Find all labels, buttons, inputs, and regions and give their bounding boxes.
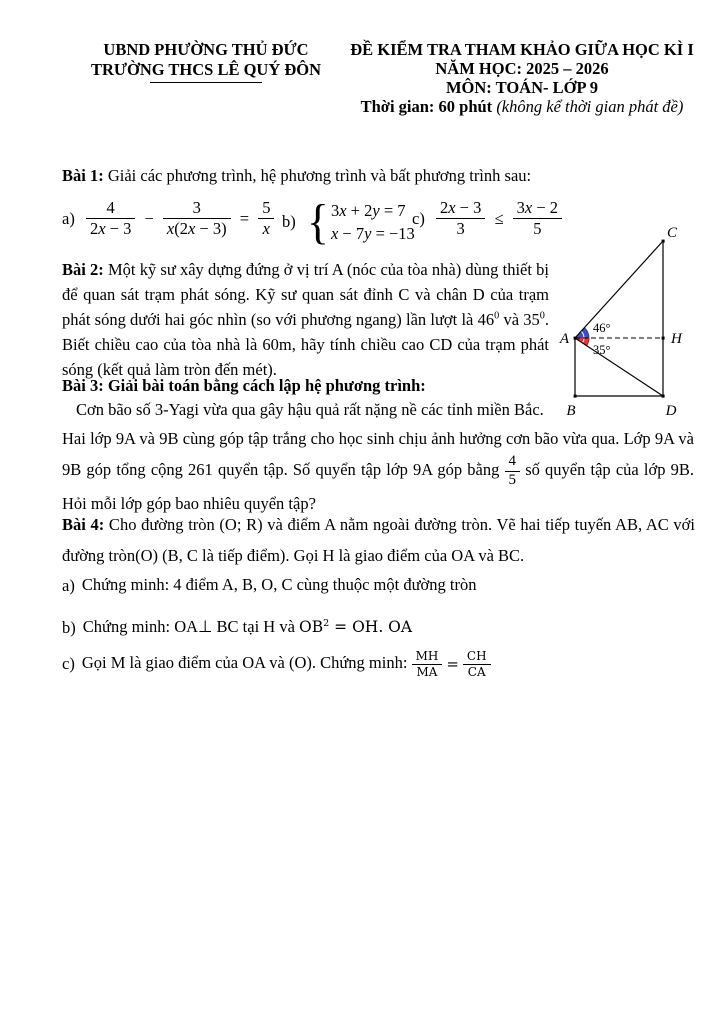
problem4-part-a <box>62 575 695 596</box>
header-right-block <box>348 40 696 116</box>
fraction-CH-CA: $\frac{CH}{CA}$ <box>463 650 491 678</box>
fraction: $\frac{5}{x}$ <box>258 199 274 239</box>
part-b-text: Chứng minh: OA⊥ BC tại H và <box>82 617 300 636</box>
time-duration: Thời gian: 60 phút <box>360 97 493 116</box>
problem3-first-line: Cơn bão số 3-Yagi vừa qua gây hậu quả rất nặng nề các tỉnh miền Bắc. <box>76 400 544 419</box>
fraction: $\frac{4}{2x - 3}$ <box>86 199 135 239</box>
problem1-label: Bài 1: <box>62 166 104 185</box>
problem3-heading: Bài 3: Giải bài toán bằng cách lập hệ phương trình: <box>62 376 426 395</box>
leq-operator: ≤ <box>494 208 504 228</box>
equation-a <box>62 199 274 239</box>
header-left-block <box>56 40 356 83</box>
exam-title: ĐỀ KIỂM TRA THAM KHẢO GIỮA HỌC KÌ I <box>350 40 694 59</box>
time-note: (không kể thời gian phát đề) <box>492 97 684 116</box>
problem3-text-2: số quyển tập của lớp 9B. Hỏi mỗi lớp góp bao nhiêu quyển tập? <box>62 460 694 513</box>
problem4-part-b <box>62 617 695 638</box>
problem4-intro-text: Cho đường tròn (O; R) và điểm A nằm ngoài đường tròn. Vẽ hai tiếp tuyến AB, AC với đường tròn(O) (B, C là tiếp điểm). Gọi H là giao điểm của OA và BC. <box>62 515 695 565</box>
point-H-label: H <box>671 331 682 347</box>
part-b-label: b) <box>62 618 76 638</box>
fraction: $\frac{3}{x(2x - 3)}$ <box>163 199 231 239</box>
point-C-marker <box>662 240 665 243</box>
degree-superscript: 0 <box>494 310 500 322</box>
point-H-marker <box>662 337 665 340</box>
point-C-label: C <box>667 225 678 241</box>
problem2-text-3: . Biết chiều cao của tòa nhà là 60m, hãy tính chiều cao CD của trạm phát sóng (kết quả làm tròn đến mét). <box>62 310 550 379</box>
equals-operator: = <box>446 655 459 674</box>
equals-operator: = <box>239 208 250 228</box>
part-b-math: $OB^2$ = OH. OA <box>299 617 413 636</box>
problem2-label: Bài 2: <box>62 260 104 279</box>
part-c-label: c) <box>62 654 75 674</box>
fraction-MH-MA: $\frac{MH}{MA}$ <box>412 650 443 678</box>
problem3-paragraph <box>62 424 694 519</box>
degree-superscript: 0 <box>539 310 545 322</box>
school-year: NĂM HỌC: 2025 – 2026 <box>435 59 609 78</box>
point-A-marker <box>574 337 577 340</box>
equation-system <box>306 194 415 249</box>
angle-upper-label: 46° <box>593 321 611 335</box>
system-equation-2: x − 7y = −13 <box>330 224 415 243</box>
problem1-intro: Giải các phương trình, hệ phương trình và bất phương trình sau: <box>103 166 532 185</box>
problem2-paragraph <box>62 257 549 382</box>
point-D-marker <box>662 395 665 398</box>
problem1-heading <box>62 166 662 186</box>
equation-a-label: a) <box>62 208 75 228</box>
problem3-text-1: Hai lớp 9A và 9B cùng góp tập trắng cho học sinh chịu ảnh hưởng cơn bão vừa qua. Lớp 9A và 9B góp tổng cộng 261 quyển tập. Số quyển tập lớp 9A góp bằng <box>62 429 694 480</box>
problem4-intro <box>62 509 695 571</box>
problem2-text-2: và 35 <box>499 310 540 329</box>
problem4-part-c <box>62 650 695 678</box>
exponent: 2 <box>323 617 330 629</box>
fraction-four-fifths: $\frac{4}{5}$ <box>505 454 521 489</box>
part-a-text: Chứng minh: 4 điểm A, B, O, C cùng thuộc một đường tròn <box>81 575 477 594</box>
time-line <box>348 97 696 116</box>
school-name: TRƯỜNG THCS LÊ QUÝ ĐÔN <box>90 60 322 79</box>
system-equations <box>331 199 415 245</box>
minus-operator: − <box>144 208 154 228</box>
org-name: UBND PHƯỜNG THỦ ĐỨC <box>103 40 309 59</box>
fraction: $\frac{3x - 2}{5}$ <box>513 199 562 239</box>
equation-c <box>412 199 562 239</box>
equation-c-label: c) <box>412 208 425 228</box>
part-c-text: Gọi M là giao điểm của OA và (O). Chứng minh: <box>81 652 412 672</box>
problem4-label: Bài 4: <box>62 515 105 534</box>
problem2-text-1: Một kỹ sư xây dựng đứng ở vị trí A (nóc của tòa nhà) dùng thiết bị để quan sát trạm phát sóng. Kỹ sư quan sát đỉnh C và chân D của trạm phát sóng dưới hai góc nhìn (so với phương ngang) lần lượt là 46 <box>62 260 549 329</box>
line-AC <box>575 241 663 338</box>
point-B-label: B <box>566 403 576 418</box>
equation-b <box>282 194 415 249</box>
system-equation-1: 3x + 2y = 7 <box>330 201 406 220</box>
point-D-label: D <box>665 403 677 418</box>
fraction: $\frac{2x - 3}{3}$ <box>436 199 485 239</box>
part-a-label: a) <box>62 576 75 596</box>
subject-line: MÔN: TOÁN- LỚP 9 <box>445 78 599 97</box>
angle-lower-label: 35° <box>593 343 611 357</box>
equation-b-label: b) <box>282 212 296 231</box>
brace-glyph: { <box>306 194 329 249</box>
header-underline <box>150 82 262 83</box>
point-A-label: A <box>559 331 569 347</box>
